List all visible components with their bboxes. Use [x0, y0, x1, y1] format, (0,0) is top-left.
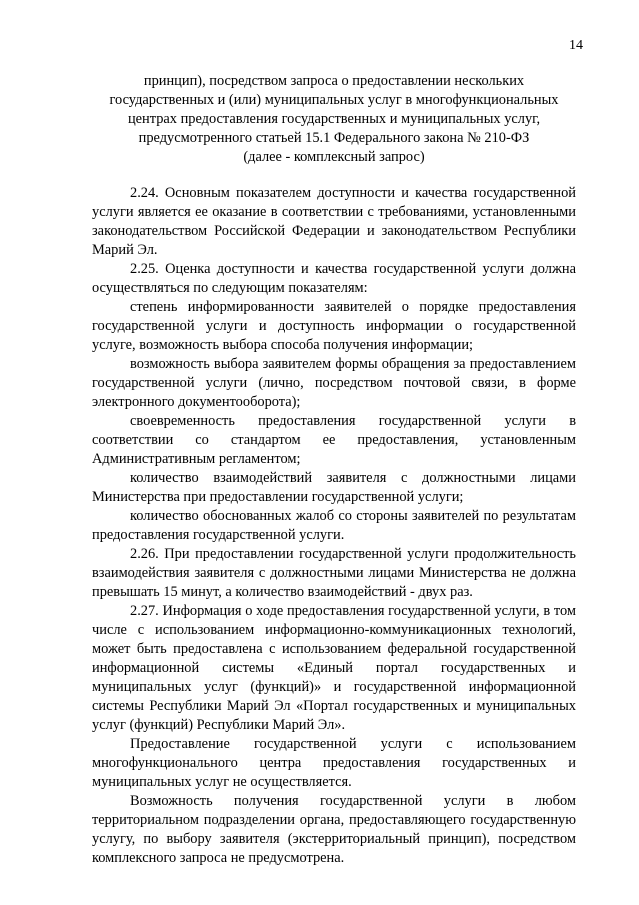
intro-line: принцип), посредством запроса о предоставлении нескольких: [143, 73, 525, 89]
indicator-informedness: степень информированности заявителей о порядке предоставления государственной услуги и доступность информации о государственной услуге, возможность выбора способа получения информации;: [92, 299, 576, 353]
paragraph-mfc: Предоставление государственной услуги с использованием многофункционального центра предоставления государственных и муниципальных услуг не осуществляется.: [92, 736, 576, 790]
paragraph-2-24: 2.24. Основным показателем доступности и качества государственной услуги является ее оказание в соответствии с требованиями, установленными законодательством Российской Федерации и законодательством Республики Марий Эл.: [92, 185, 576, 258]
page-number: 14: [569, 38, 583, 53]
intro-line: (далее - комплексный запрос): [243, 149, 425, 165]
intro-line: центрах предоставления государственных и муниципальных услуг,: [127, 111, 541, 127]
indicator-complaints: количество обоснованных жалоб со стороны заявителей по результатам предоставления государственной услуги.: [92, 508, 576, 543]
intro-block: [92, 72, 576, 167]
indicator-form-choice: возможность выбора заявителем формы обращения за предоставлением государственной услуги (лично, посредством почтовой связи, в форме электронного документооборота);: [92, 356, 576, 410]
intro-line: предусмотренного статьей 15.1 Федерального закона № 210-ФЗ: [138, 130, 530, 146]
paragraph-2-25: 2.25. Оценка доступности и качества государственной услуги должна осуществляться по следующим показателям:: [92, 261, 576, 296]
document-body: [92, 72, 576, 868]
indicator-interactions: количество взаимодействий заявителя с должностными лицами Министерства при предоставлении государственной услуги;: [92, 470, 576, 505]
paragraph-extraterritorial: Возможность получения государственной услуги в любом территориальном подразделении органа, предоставляющего государственную услугу, по выбору заявителя (экстерриториальный принцип), посредством комплексного запроса не предусмотрена.: [92, 793, 576, 866]
paragraph-2-27: 2.27. Информация о ходе предоставления государственной услуги, в том числе с использованием информационно-коммуникационных технологий, может быть предоставлена с использованием федеральной государственной информационной системы «Единый портал государственных и муниципальных услуг (функций)» и государственной информационной системы Республики Марий Эл «Портал государственных и муниципальных услуг (функций) Республики Марий Эл».: [92, 603, 576, 733]
paragraph-2-26: 2.26. При предоставлении государственной услуги продолжительность взаимодействия заявителя с должностными лицами Министерства не должна превышать 15 минут, а количество взаимодействий - двух раз.: [92, 546, 576, 600]
indicator-timeliness: своевременность предоставления государственной услуги в соответствии со стандартом ее предоставления, установленным Административным регламентом;: [92, 413, 576, 467]
intro-line: государственных и (или) муниципальных услуг в многофункциональных: [109, 92, 559, 108]
